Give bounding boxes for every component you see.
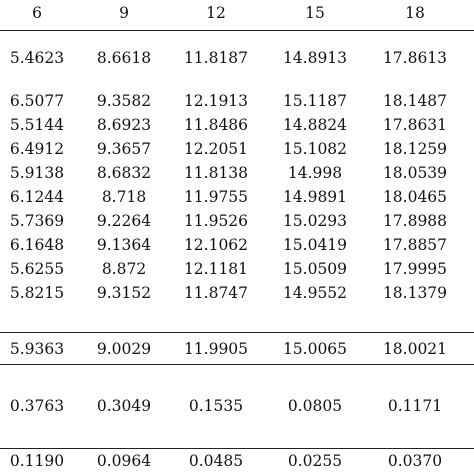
table-cell: 0.1171 [387, 397, 443, 415]
table-cell: 9.0029 [96, 340, 152, 358]
table-cell: 9.3657 [96, 140, 152, 158]
table-cell: 15.0509 [282, 260, 348, 278]
table-cell: 18.1487 [382, 92, 448, 110]
header-cell: 18 [405, 4, 425, 22]
table-cell: 11.8187 [183, 49, 249, 67]
table-row [0, 258, 474, 280]
table-cell: 17.8613 [382, 49, 448, 67]
table-cell: 6.5077 [9, 92, 65, 110]
table-cell: 15.0419 [282, 236, 348, 254]
table-cell: 6.1244 [9, 188, 65, 206]
table-cell: 17.8988 [382, 212, 448, 230]
table-cell: 5.6255 [9, 260, 65, 278]
table-row [0, 450, 474, 472]
table-row [0, 395, 474, 417]
table-row [0, 162, 474, 184]
table-cell: 14.9552 [282, 284, 348, 302]
header-cell: 12 [206, 4, 226, 22]
table-cell: 8.6618 [96, 49, 152, 67]
header-divider [0, 30, 474, 31]
table-cell: 11.9755 [183, 188, 249, 206]
table-cell: 12.1181 [183, 260, 249, 278]
table-cell: 17.8857 [382, 236, 448, 254]
table-cell: 12.1913 [183, 92, 249, 110]
table-cell: 0.0255 [287, 452, 343, 470]
header-cell: 6 [32, 4, 42, 22]
table-cell: 8.872 [101, 260, 147, 278]
table-cell: 15.0293 [282, 212, 348, 230]
table-cell: 9.1364 [96, 236, 152, 254]
table-cell: 12.1062 [183, 236, 249, 254]
table-cell: 18.1379 [382, 284, 448, 302]
header-cell: 9 [119, 4, 129, 22]
table-cell: 6.4912 [9, 140, 65, 158]
table-row [0, 234, 474, 256]
table-cell: 0.1190 [9, 452, 65, 470]
table-cell: 14.9891 [282, 188, 348, 206]
table-cell: 14.8824 [282, 116, 348, 134]
table-cell: 5.5144 [9, 116, 65, 134]
table-cell: 18.0465 [382, 188, 448, 206]
row-divider [0, 448, 474, 449]
table-cell: 0.1535 [188, 397, 244, 415]
table-cell: 18.0539 [382, 164, 448, 182]
table-row [0, 210, 474, 232]
table-cell: 11.9905 [183, 340, 249, 358]
table-cell: 0.0485 [188, 452, 244, 470]
table-cell: 6.1648 [9, 236, 65, 254]
table-cell: 11.8486 [183, 116, 249, 134]
table-row [0, 114, 474, 136]
header-cell: 15 [305, 4, 325, 22]
table-cell: 8.718 [101, 188, 147, 206]
table-cell: 5.4623 [9, 49, 65, 67]
table-cell: 17.8631 [382, 116, 448, 134]
table-cell: 5.9363 [9, 340, 65, 358]
table-cell: 8.6923 [96, 116, 152, 134]
table-cell: 11.8747 [183, 284, 249, 302]
table-cell: 0.0805 [287, 397, 343, 415]
table-cell: 12.2051 [183, 140, 249, 158]
table-cell: 17.9995 [382, 260, 448, 278]
table-cell: 18.0021 [382, 340, 448, 358]
table-cell: 11.8138 [183, 164, 249, 182]
table-row [0, 282, 474, 304]
row-divider [0, 332, 474, 333]
table-cell: 14.8913 [282, 49, 348, 67]
table-cell: 15.0065 [282, 340, 348, 358]
table-row [0, 138, 474, 160]
table-cell: 0.3763 [9, 397, 65, 415]
table-cell: 0.0370 [387, 452, 443, 470]
table-row [0, 186, 474, 208]
table-cell: 18.1259 [382, 140, 448, 158]
row-divider [0, 364, 474, 365]
table-cell: 9.3152 [96, 284, 152, 302]
table-cell: 5.8215 [9, 284, 65, 302]
table-cell: 14.998 [287, 164, 343, 182]
table-cell: 9.3582 [96, 92, 152, 110]
table-row [0, 90, 474, 112]
table-cell: 0.3049 [96, 397, 152, 415]
table-cell: 11.9526 [183, 212, 249, 230]
table-row [0, 338, 474, 360]
table-cell: 15.1187 [282, 92, 348, 110]
table-row [0, 47, 474, 69]
table-cell: 9.2264 [96, 212, 152, 230]
table-cell: 0.0964 [96, 452, 152, 470]
table-cell: 15.1082 [282, 140, 348, 158]
table-header-row [0, 2, 474, 24]
table-cell: 5.9138 [9, 164, 65, 182]
table-cell: 8.6832 [96, 164, 152, 182]
table-cell: 5.7369 [9, 212, 65, 230]
